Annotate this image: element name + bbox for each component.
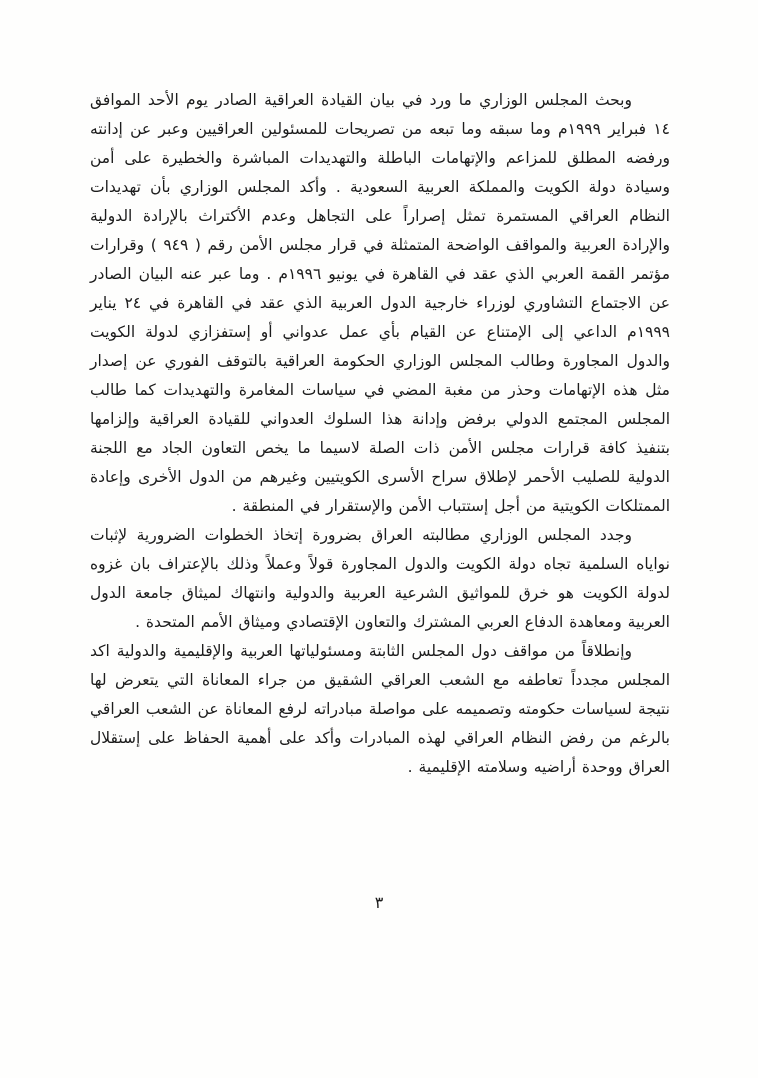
document-body [90, 86, 670, 782]
paragraph-1: وبحث المجلس الوزاري ما ورد في بيان القيادة العراقية الصادر يوم الأحد الموافق ١٤ فبراير ١٩٩٩م وما سبقه وما تبعه من تصريحات للمسئولين العراقيين وعبر عن إدانته ورفضه المطلق للمزاعم والإتهامات الباطلة والتهديدات المباشرة والخطيرة على أمن وسيادة دولة الكويت والمملكة العربية السعودية . وأكد المجلس الوزاري بأن تهديدات النظام العراقي المستمرة تمثل إصراراً على التجاهل وعدم الأكتراث بالإرادة الدولية والإرادة العربية والمواقف الواضحة المتمثلة في قرار مجلس الأمن رقم ( ٩٤٩ ) وقرارات مؤتمر القمة العربي الذي عقد في القاهرة في يونيو ١٩٩٦م . وما عبر عنه البيان الصادر عن الاجتماع التشاوري لوزراء خارجية الدول العربية الذي عقد في القاهرة في ٢٤ يناير ١٩٩٩م الداعي إلى الإمتناع عن القيام بأي عمل عدواني أو إستفزازي لدولة الكويت والدول المجاورة وطالب المجلس الوزاري الحكومة العراقية بالتوقف الفوري عن إصدار مثل هذه الإتهامات وحذر من مغبة المضي في سياسات المغامرة والتهديدات كما طالب المجلس المجتمع الدولي برفض وإدانة هذا السلوك العدواني للقيادة العراقية وإلزامها بتنفيذ كافة قرارات مجلس الأمن ذات الصلة لاسيما ما يخص التعاون الجاد مع اللجنة الدولية للصليب الأحمر لإطلاق سراح الأسرى الكويتيين وغيرهم من الدول الأخرى وإعادة الممتلكات الكويتية من أجل إستتباب الأمن والإستقرار في المنطقة . [90, 91, 671, 515]
paragraph-2: وجدد المجلس الوزاري مطالبته العراق بضرورة إتخاذ الخطوات الضرورية لإثبات نواياه السلمية تجاه دولة الكويت والدول المجاورة قولاً وعملاً وذلك بالإعتراف بان غزوه لدولة الكويت هو خرق للمواثيق الشرعية العربية والدولية وانتهاك لميثاق جامعة الدول العربية ومعاهدة الدفاع العربي المشترك والتعاون الإقتصادي وميثاق الأمم المتحدة . [90, 526, 670, 631]
paragraph-3: وإنطلاقاً من مواقف دول المجلس الثابتة ومسئولياتها العربية والإقليمية والدولية اكد المجلس مجدداً تعاطفه مع الشعب العراقي الشقيق من جراء المعاناة التي يتعرض لها نتيجة لسياسات حكومته وتصميمه على مواصلة مبادراته لرفع المعاناة عن الشعب العراقي بالرغم من رفض النظام العراقي لهذه المبادرات وأكد على أهمية الحفاظ على إستقلال العراق ووحدة أراضيه وسلامته الإقليمية . [90, 642, 670, 776]
page-number: ٣ [374, 893, 384, 912]
